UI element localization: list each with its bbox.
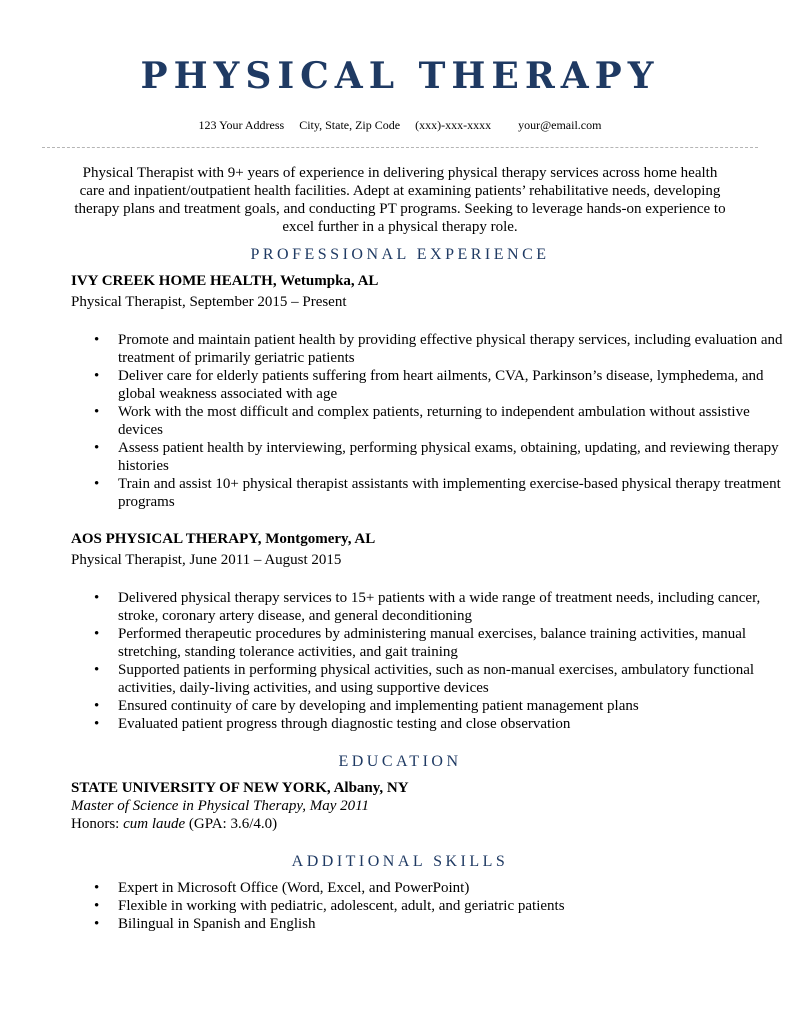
- job-2-role: Physical Therapist, June 2011 – August 2015: [71, 552, 342, 568]
- job-1-employer-name: IVY CREEK HOME HEALTH,: [71, 273, 277, 289]
- honors-value: cum laude: [123, 816, 186, 832]
- summary-paragraph: Physical Therapist with 9+ years of experience in delivering physical therapy services across home health care and inpatient/outpatient health facilities. Adept at examining patients’ rehabilitative needs, developing therapy plans and treatment goals, and conducting PT programs. Seeking to leverage hands-on experience to excel further in a physical therapy role.: [74, 165, 726, 235]
- contact-email: your@email.com: [518, 118, 602, 132]
- list-item: • Bilingual in Spanish and English: [118, 915, 788, 933]
- gpa: (GPA: 3.6/4.0): [188, 816, 278, 832]
- list-item: • Ensured continuity of care by developing and implementing patient management plans: [118, 697, 788, 715]
- header-divider: [42, 147, 758, 148]
- list-item: • Assess patient health by interviewing, performing physical exams, obtaining, updating, and reviewing therapy histories: [118, 439, 788, 475]
- list-item: • Flexible in working with pediatric, adolescent, adult, and geriatric patients: [118, 897, 788, 915]
- contact-address: 123 Your Address: [198, 118, 285, 132]
- list-item: • Performed therapeutic procedures by administering manual exercises, balance training activities, manual stretching, standing tolerance activities, and gait training: [118, 625, 788, 661]
- education-honors: [71, 815, 277, 833]
- job-1-location: Wetumpka, AL: [280, 273, 379, 289]
- contact-line: [0, 118, 800, 132]
- skills-bullet-list: [71, 879, 788, 933]
- list-item: • Supported patients in performing physical activities, such as non-manual exercises, ambulatory functional activities, daily-living activities, and using supportive devices: [118, 661, 788, 697]
- list-item: • Expert in Microsoft Office (Word, Excel, and PowerPoint): [118, 879, 788, 897]
- job-2-bullet-list: [71, 589, 788, 733]
- list-item: • Delivered physical therapy services to 15+ patients with a wide range of treatment needs, including cancer, stroke, coronary artery disease, and general deconditioning: [118, 589, 788, 625]
- education-location: Albany, NY: [333, 780, 409, 796]
- contact-city: City, State, Zip Code: [299, 118, 401, 132]
- honors-label: Honors:: [71, 816, 120, 832]
- job-2-employer-name: AOS PHYSICAL THERAPY,: [71, 531, 262, 547]
- resume-name-heading: PHYSICAL THERAPY: [140, 55, 660, 97]
- list-item: • Promote and maintain patient health by providing effective physical therapy services, including evaluation and treatment of primarily geriatric patients: [118, 331, 788, 367]
- job-1-bullet-list: [71, 331, 788, 511]
- education-degree: Master of Science in Physical Therapy, May 2011: [71, 798, 369, 814]
- section-title-skills: ADDITIONAL SKILLS: [291, 853, 509, 870]
- section-title-experience: PROFESSIONAL EXPERIENCE: [250, 246, 550, 263]
- education-school: [71, 779, 409, 797]
- list-item: • Train and assist 10+ physical therapist assistants with implementing exercise-based physical therapy treatment programs: [118, 475, 788, 511]
- list-item: • Deliver care for elderly patients suffering from heart ailments, CVA, Parkinson’s disease, lymphedema, and global weakness associated with age: [118, 367, 788, 403]
- list-item: • Evaluated patient progress through diagnostic testing and close observation: [118, 715, 788, 733]
- job-2-employer: [71, 530, 375, 548]
- job-1-employer: [71, 272, 378, 290]
- section-title-education: EDUCATION: [338, 753, 462, 770]
- list-item: • Work with the most difficult and complex patients, returning to independent ambulation without assistive devices: [118, 403, 788, 439]
- job-2-location: Montgomery, AL: [265, 531, 376, 547]
- education-school-name: STATE UNIVERSITY OF NEW YORK,: [71, 780, 331, 796]
- job-1-role: Physical Therapist, September 2015 – Present: [71, 294, 347, 310]
- contact-phone: (xxx)-xxx-xxxx: [415, 118, 492, 132]
